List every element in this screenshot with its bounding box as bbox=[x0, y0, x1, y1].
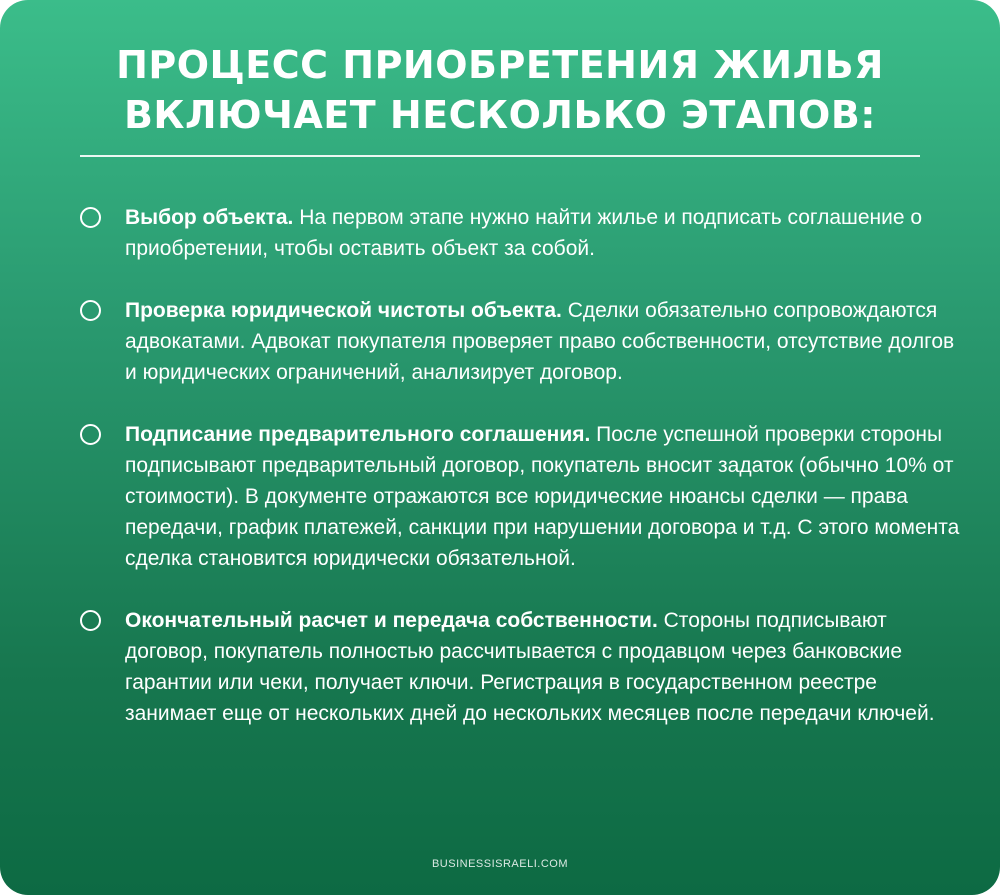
step-text: После успешной проверки стороны подписывают предварительный договор, покупатель вносит задаток (обычно 10% от стоимости). В документе отражаются все юридические нюансы сделки — права передачи, график платежей, санкции при нарушении договора и т.д. С этого момента сделка становится юридически обязательной. bbox=[125, 423, 960, 570]
step-item-4 bbox=[80, 605, 970, 729]
site-footer: BUSINESSISRAELI.COM bbox=[431, 858, 569, 870]
step-text: На первом этапе нужно найти жилье и подписать соглашение о приобретении, чтобы оставить объект за собой. bbox=[125, 206, 923, 260]
circle-bullet-icon bbox=[80, 300, 101, 321]
step-title: Окончательный расчет и передача собственности. bbox=[125, 609, 664, 632]
step-item-1 bbox=[80, 202, 970, 264]
step-title: Проверка юридической чистоты объекта. bbox=[125, 299, 568, 322]
title-line-2: ВКЛЮЧАЕТ НЕСКОЛЬКО ЭТАПОВ: bbox=[123, 93, 877, 137]
circle-bullet-icon bbox=[80, 610, 101, 631]
step-text: Стороны подписывают договор, покупатель полностью рассчитывается с продавцом через банковские гарантии или чеки, получает ключи. Регистрация в государственном реестре занимает еще от нескольких дней до нескольких месяцев после передачи ключей. bbox=[125, 609, 935, 725]
step-item-3 bbox=[80, 419, 970, 574]
step-text: Сделки обязательно сопровождаются адвокатами. Адвокат покупателя проверяет право собственности, отсутствие долгов и юридических ограничений, анализирует договор. bbox=[125, 299, 955, 384]
step-item-2 bbox=[80, 295, 970, 388]
title-divider bbox=[80, 155, 920, 157]
page-title bbox=[40, 40, 960, 140]
circle-bullet-icon bbox=[80, 207, 101, 228]
title-line-1: ПРОЦЕСС ПРИОБРЕТЕНИЯ ЖИЛЬЯ bbox=[116, 43, 884, 87]
step-title: Подписание предварительного соглашения. bbox=[125, 423, 597, 446]
steps-list bbox=[80, 202, 970, 729]
circle-bullet-icon bbox=[80, 424, 101, 445]
step-title: Выбор объекта. bbox=[125, 206, 300, 229]
